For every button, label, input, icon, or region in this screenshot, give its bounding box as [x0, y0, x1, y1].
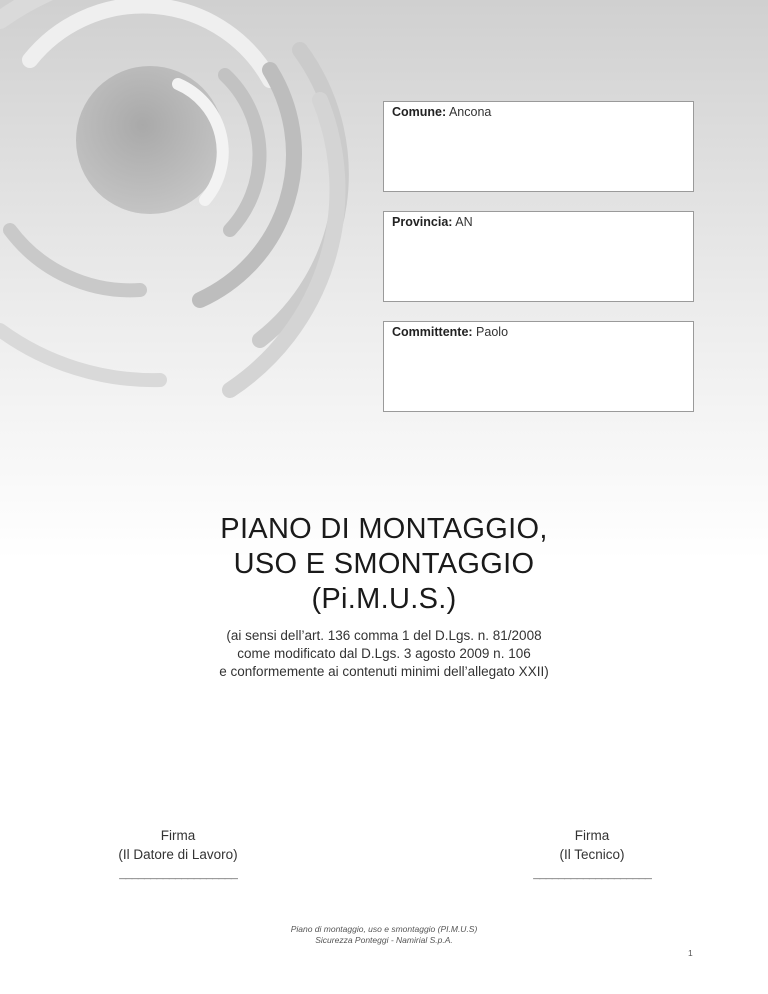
committente-label: Committente: — [392, 325, 473, 339]
committente-box — [383, 321, 694, 412]
document-title-line: (Pi.M.U.S.) — [311, 583, 457, 615]
signature-line: ___________________ — [533, 868, 651, 882]
comune-label: Comune: — [392, 105, 447, 119]
committente-value: Paolo — [476, 325, 509, 339]
signature-label: Firma — [160, 828, 196, 843]
signature-technician — [502, 826, 682, 885]
document-subtitle — [0, 627, 768, 681]
subtitle-line: e conformemente ai contenuti minimi dell’allegato XXII) — [219, 664, 549, 679]
subtitle-line: come modificato dal D.Lgs. 3 agosto 2009 n. 106 — [237, 646, 531, 661]
provincia-label: Provincia: — [392, 215, 453, 229]
signature-line: ___________________ — [119, 868, 237, 882]
document-title-line: PIANO DI MONTAGGIO, — [220, 513, 548, 545]
comune-value: Ancona — [448, 105, 492, 119]
signature-label: Firma — [574, 828, 610, 843]
signature-role: (Il Datore di Lavoro) — [118, 847, 238, 862]
document-title-line: USO E SMONTAGGIO — [233, 548, 535, 580]
subtitle-line: (ai sensi dell’art. 136 comma 1 del D.Lgs. n. 81/2008 — [226, 628, 542, 643]
signature-role: (Il Tecnico) — [559, 847, 625, 862]
page-footer — [0, 924, 768, 946]
footer-line-1: Piano di montaggio, uso e smontaggio (PI.M.U.S) — [290, 924, 478, 934]
document-title-block — [0, 512, 768, 681]
provincia-value: AN — [455, 215, 473, 229]
page-number: 1 — [688, 948, 693, 958]
footer-line-2: Sicurezza Ponteggi - Namirial S.p.A. — [315, 935, 453, 945]
comune-box — [383, 101, 694, 192]
provincia-box — [383, 211, 694, 302]
signature-employer — [88, 826, 268, 885]
